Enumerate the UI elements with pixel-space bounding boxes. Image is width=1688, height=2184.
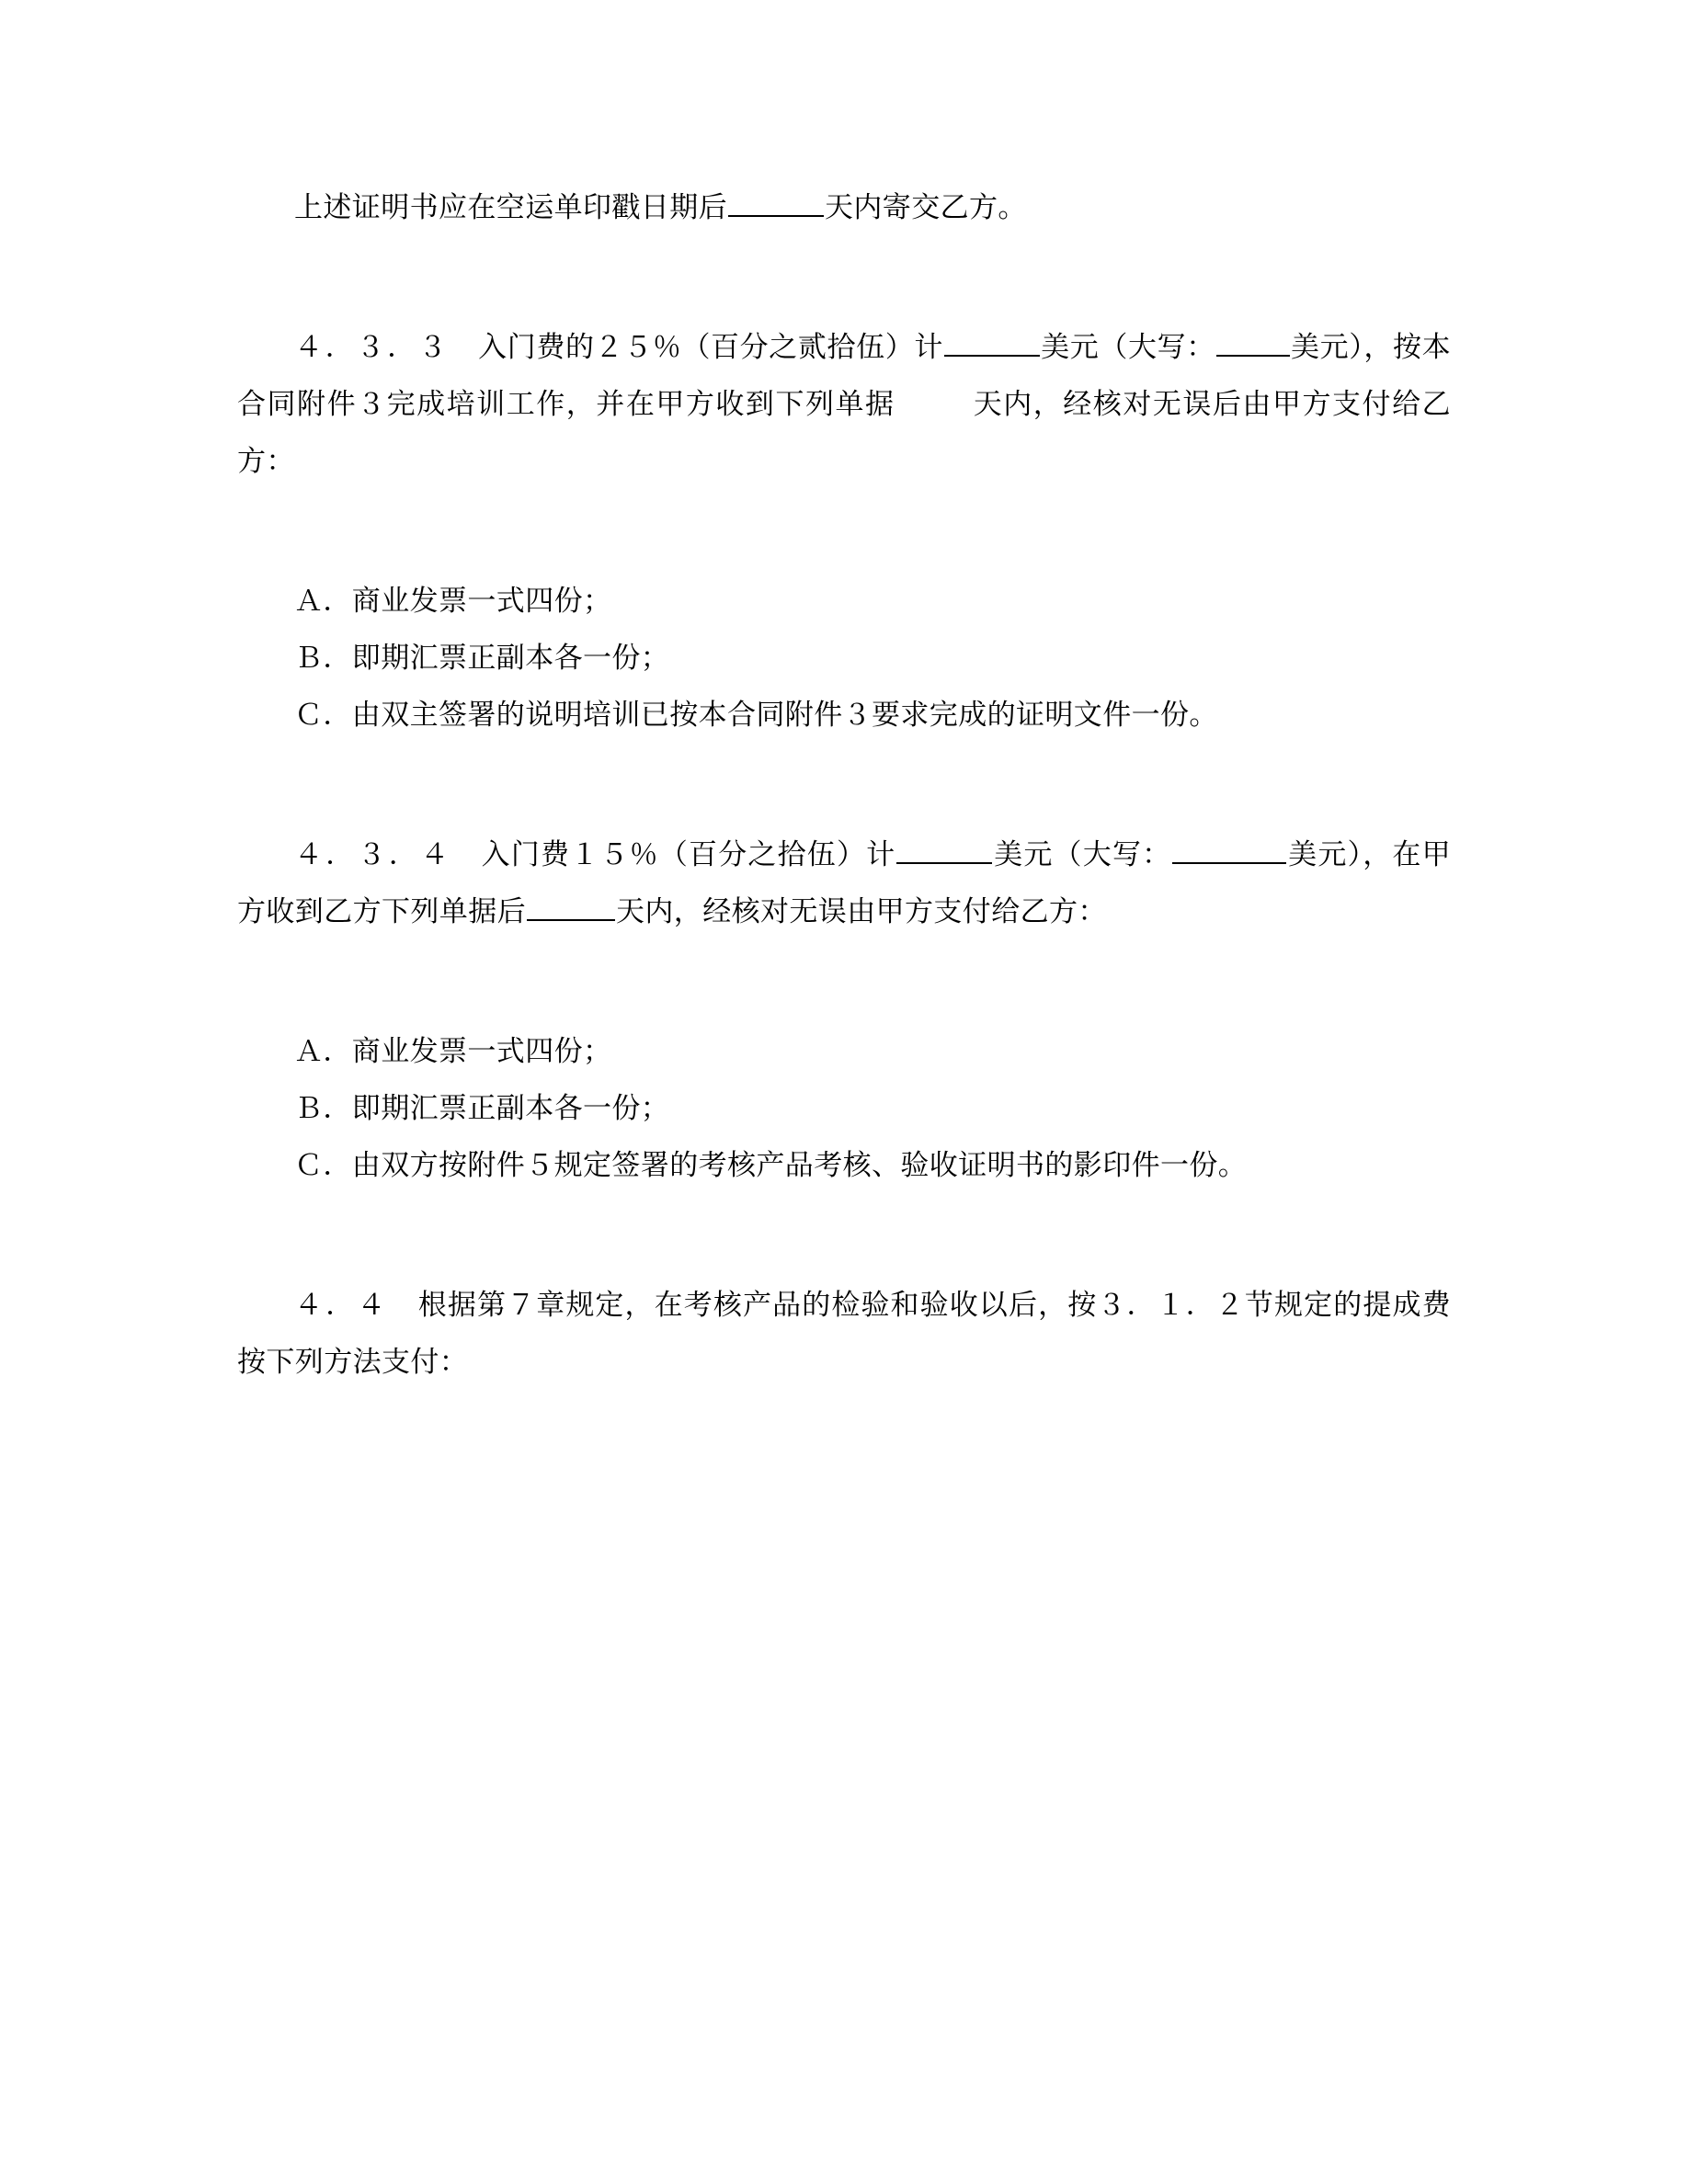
- spacer-2: [237, 490, 1451, 573]
- text-run: 上述证明书应在空运单印戳日期后: [294, 191, 727, 223]
- clause-number: ４．３．３: [294, 331, 450, 363]
- spacer-1: [237, 236, 1451, 319]
- text-run: 入门费１５％（百分之拾伍）计: [451, 838, 896, 870]
- item-4-3-3-a: Ａ．商业发票一式四份；: [294, 585, 612, 617]
- text-run: 美元），在甲方收到乙方下列单据后: [237, 838, 1452, 927]
- fill-in-blank: [728, 188, 824, 217]
- text-run: 天内，经核对无误后由甲方支付给乙方：: [237, 388, 1451, 477]
- clause-number: ４．４: [294, 1289, 389, 1321]
- spacer-5: [237, 1194, 1451, 1277]
- text-run: 入门费的２５％（百分之贰拾伍）计: [449, 331, 943, 363]
- fill-in-blank: [1172, 835, 1286, 864]
- text-run: 天内，经核对无误由甲方支付给乙方：: [616, 895, 1107, 927]
- document-body: [237, 179, 1451, 1391]
- fill-in-blank: [944, 327, 1040, 357]
- text-run: 根据第７章规定，在考核产品的检验和验收以后，按３．１．２节规定的提成费按下列方法支付：: [237, 1289, 1451, 1378]
- para-certificate-mailing: [237, 179, 1451, 236]
- item-4-3-4-b: Ｂ．即期汇票正副本各一份；: [294, 1092, 670, 1124]
- text-run: 美元（大写：: [993, 838, 1172, 870]
- item-4-3-3-c: Ｃ．由双主签署的说明培训已按本合同附件３要求完成的证明文件一份。: [294, 699, 1218, 731]
- para-4-4: [237, 1277, 1451, 1391]
- item-4-3-3-b: Ｂ．即期汇票正副本各一份；: [294, 642, 670, 674]
- text-run: 美元），按本合同附件３完成培训工作，并在甲方收到下列单据: [237, 331, 1451, 420]
- fill-in-blank: [896, 835, 992, 864]
- spacer-4: [237, 940, 1451, 1023]
- text-run: 天内寄交乙方。: [825, 191, 1027, 223]
- fill-in-blank: [1216, 327, 1290, 357]
- text-run: 美元（大写：: [1040, 331, 1215, 363]
- clause-number: ４．３．４: [294, 838, 452, 870]
- fill-in-blank: [527, 892, 615, 921]
- item-4-3-4-c: Ｃ．由双方按附件５规定签署的考核产品考核、验收证明书的影印件一份。: [294, 1149, 1248, 1181]
- para-4-3-4: [237, 826, 1451, 940]
- spacer-3: [237, 744, 1451, 826]
- item-4-3-4-a: Ａ．商业发票一式四份；: [294, 1035, 612, 1067]
- para-4-3-3: [237, 319, 1451, 490]
